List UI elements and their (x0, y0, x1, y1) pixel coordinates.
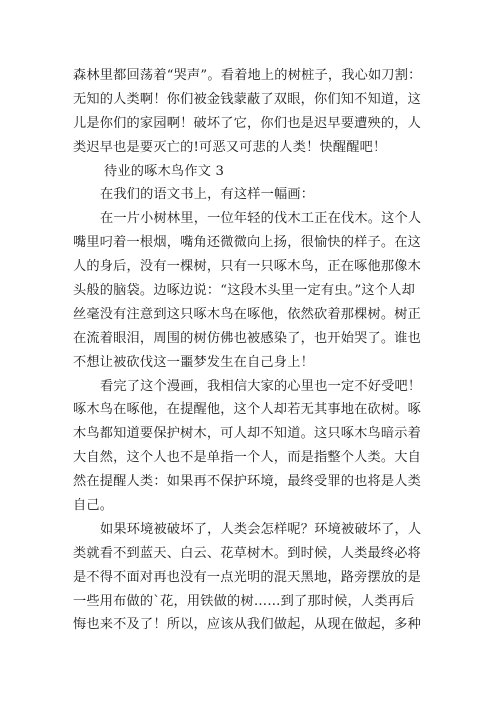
paragraph-line: 自己。 (73, 498, 114, 514)
paragraph-line: 看完了这个漫画，我相信大家的心里也一定不好受吧！ (100, 378, 422, 394)
paragraph-line: 是不得不面对再也没有一点光明的混天黑地，路旁摆放的是 (73, 569, 422, 585)
document-body (73, 64, 435, 637)
paragraph-line: 类就看不到蓝天、白云、花草树木。到时候，人类最终必将 (73, 545, 422, 561)
paragraph-line: 嘴里叼着一根烟，嘴角还微微向上扬，很愉快的样子。在这 (73, 235, 422, 251)
paragraph-line: 在一片小树林里，一位年轻的伐木工正在伐木。这个人 (100, 211, 422, 227)
paragraph-line: 然在提醒人类：如果再不保护环境，最终受罪的也将是人类 (73, 474, 422, 490)
paragraph-line: 木鸟都知道要保护树木，可人却不知道。这只啄木鸟暗示着 (73, 426, 422, 442)
paragraph-line: 丝毫没有注意到这只啄木鸟在啄他，依然砍着那棵树。树正 (73, 306, 422, 322)
paragraph-line: 儿是你们的家园啊！破坏了它，你们也是迟早要遭殃的，人 (73, 115, 422, 131)
paragraph-line: 在我们的语文书上，有这样一幅画： (100, 187, 315, 203)
paragraph-line: 无知的人类啊！你们被金钱蒙蔽了双眼，你们知不知道，这 (73, 91, 422, 107)
paragraph-line: 头般的脑袋。边啄边说：“这段木头里一定有虫。”这个人却 (73, 283, 415, 299)
paragraph-line: 森林里都回荡着“哭声”。看着地上的树桩子，我心如刀割： (73, 68, 422, 83)
paragraph-line: 悔也来不及了！所以，应该从我们做起，从现在做起，多种 (73, 617, 422, 633)
paragraph-line: 人的身后，没有一棵树，只有一只啄木鸟，正在啄他那像木 (73, 259, 422, 275)
paragraph-line: 一些用布做的`花，用铁做的树……到了那时候，人类再后 (73, 593, 415, 609)
paragraph-line: 啄木鸟在啄他，在提醒他，这个人却若无其事地在砍树。啄 (73, 402, 422, 418)
paragraph-line: 不想让被砍伐这一噩梦发生在自己身上！ (73, 354, 314, 370)
paragraph-line: 如果环境被破坏了，人类会怎样呢？环境被破坏了，人 (100, 521, 422, 537)
paragraph-line: 大自然，这个人也不是单指一个人，而是指整个人类。大自 (73, 450, 422, 466)
paragraph-line: 类迟早也是要灭亡的!可恶又可悲的人类！快醒醒吧！ (73, 139, 387, 155)
paragraph-line: 在流着眼泪，周围的树仿佛也被感染了，也开始哭了。谁也 (73, 330, 422, 346)
essay-title: 待业的啄木鸟作文 3 (104, 163, 225, 179)
